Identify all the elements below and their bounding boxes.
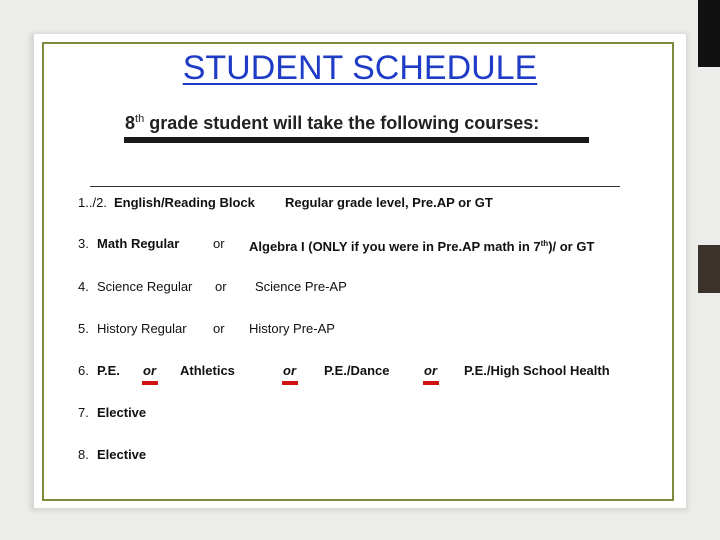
- subtitle-underline: [124, 137, 589, 143]
- row-6-option-2: P.E./Dance: [324, 363, 390, 378]
- row-6-option-1: Athletics: [180, 363, 235, 378]
- row-6-number: 6.: [78, 363, 89, 378]
- row-6-or-1: or: [143, 363, 156, 378]
- row-3-option-a: Algebra I (ONLY if you were in Pre.AP math in 7: [249, 239, 541, 254]
- row-1-number: 1../2.: [78, 195, 107, 210]
- or-underline-1: [142, 381, 158, 385]
- row-3-course: Math Regular: [97, 236, 180, 251]
- row-4-option: Science Pre-AP: [255, 279, 347, 294]
- row-6-or-2: or: [283, 363, 296, 378]
- row-1-course: English/Reading Block: [114, 195, 255, 210]
- row-5-option: History Pre-AP: [249, 321, 335, 336]
- slide-frame: [42, 42, 674, 501]
- row-5-course: History Regular: [97, 321, 187, 336]
- row-5-or: or: [213, 321, 225, 336]
- subtitle: [125, 113, 539, 137]
- row-8-course: Elective: [97, 447, 147, 462]
- subtitle-grade: 8: [125, 113, 136, 133]
- row-3-option-b: )/ or GT: [548, 239, 595, 254]
- row-4-number: 4.: [78, 279, 89, 294]
- row-3-number: 3.: [78, 236, 89, 251]
- row-6-course: P.E.: [97, 363, 120, 378]
- page-title: STUDENT SCHEDULE: [182, 49, 538, 87]
- side-tab-middle: [698, 245, 720, 293]
- row-7-course: Elective: [97, 405, 147, 420]
- row-6-or-3: or: [424, 363, 437, 378]
- row-6-option-3: P.E./High School Health: [464, 363, 610, 378]
- row-4-course: Science Regular: [97, 279, 193, 294]
- row-8-number: 8.: [78, 447, 89, 462]
- row-4-or: or: [215, 279, 227, 294]
- subtitle-text: grade student will take the following courses:: [149, 113, 540, 133]
- subtitle-grade-suffix: th: [135, 113, 145, 125]
- divider-line: [90, 186, 620, 187]
- row-3-option: [249, 236, 594, 255]
- or-underline-3: [423, 381, 439, 385]
- or-underline-2: [282, 381, 298, 385]
- row-3-or: or: [213, 236, 225, 251]
- row-7-number: 7.: [78, 405, 89, 420]
- row-1-option: Regular grade level, Pre.AP or GT: [285, 195, 493, 210]
- row-3-option-sup: th: [540, 239, 549, 248]
- row-5-number: 5.: [78, 321, 89, 336]
